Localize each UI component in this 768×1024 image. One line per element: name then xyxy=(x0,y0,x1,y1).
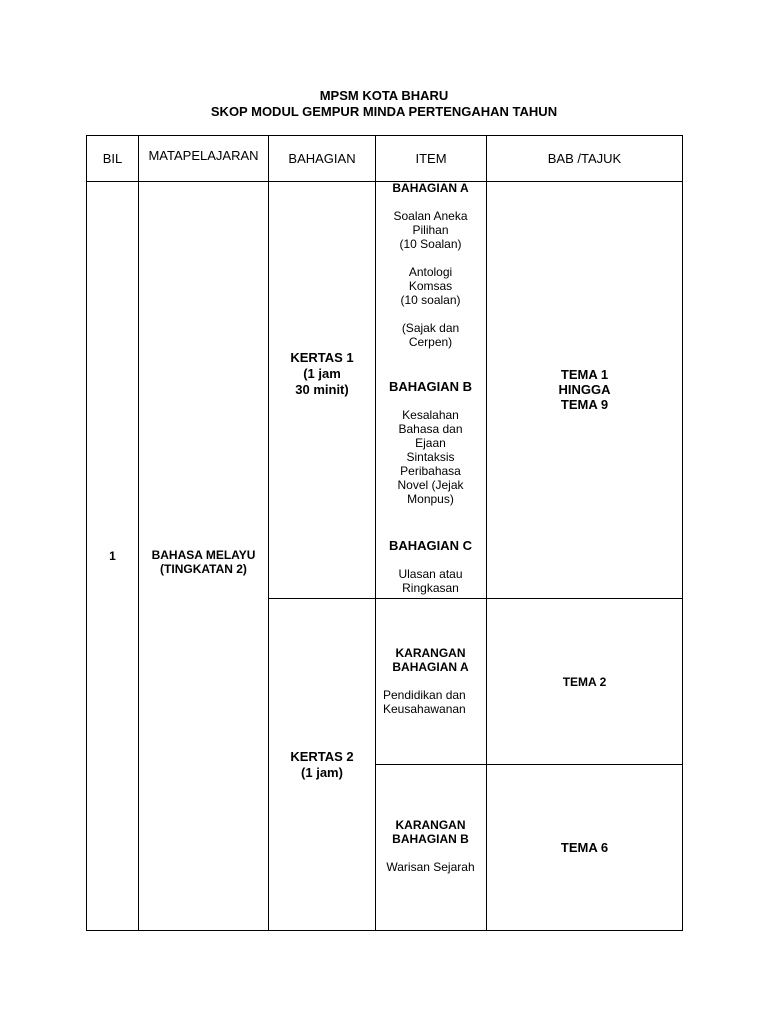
header-bab-tajuk: BAB /TAJUK xyxy=(547,150,622,166)
section-a-line: (10 Soalan) xyxy=(399,237,462,251)
section-a-line: Pilihan xyxy=(412,223,449,237)
karangan-b xyxy=(375,818,486,874)
col-border-bil xyxy=(138,135,139,931)
section-c-title: BAHAGIAN C xyxy=(388,538,473,553)
kertas1-duration-2: 30 minit) xyxy=(295,382,349,397)
section-a-line: Antologi xyxy=(408,265,453,279)
subject-level: (TINGKATAN 2) xyxy=(160,562,247,576)
karangan-a-title-1: KARANGAN xyxy=(395,646,466,660)
karangan-a xyxy=(375,646,486,716)
document-subtitle: SKOP MODUL GEMPUR MINDA PERTENGAHAN TAHUN xyxy=(210,104,558,119)
bab-line: TEMA 9 xyxy=(560,396,609,412)
section-b-line: Kesalahan xyxy=(402,408,459,422)
header-item: ITEM xyxy=(415,150,447,166)
col-border-right xyxy=(682,135,683,931)
row-bil: 1 xyxy=(109,549,116,563)
bab-line: TEMA 1 xyxy=(560,366,609,382)
row-subject xyxy=(139,540,268,584)
kertas1-label xyxy=(269,182,375,566)
karangan-a-title-2: BAHAGIAN A xyxy=(392,660,469,674)
kertas2-title: KERTAS 2 xyxy=(290,748,354,764)
kertas1-bab xyxy=(487,182,682,596)
section-b-title: BAHAGIAN B xyxy=(388,379,473,394)
section-a-line: Cerpen) xyxy=(408,335,453,349)
section-b-line: Bahasa dan xyxy=(398,422,463,436)
karangan-a-line: Keusahawanan xyxy=(383,702,466,716)
section-b-line: Sintaksis xyxy=(406,450,455,464)
section-c-line: Ringkasan xyxy=(402,581,459,595)
kertas2-duration: (1 jam) xyxy=(301,764,343,780)
subject-name: BAHASA MELAYU xyxy=(151,548,256,562)
karangan-b-title-1: KARANGAN xyxy=(395,818,466,832)
header-bil: BIL xyxy=(102,150,123,166)
karangan-a-bab: TEMA 2 xyxy=(562,674,607,689)
section-b-line: Monpus) xyxy=(407,492,454,506)
section-b-line: Novel (Jejak xyxy=(397,478,464,492)
section-a-line: Soalan Aneka xyxy=(393,209,468,223)
section-a-line: (Sajak dan xyxy=(401,321,460,335)
section-c-line: Ulasan atau xyxy=(398,567,463,581)
karangan-a-line: Pendidikan dan xyxy=(383,688,466,702)
karangan-b-line: Warisan Sejarah xyxy=(386,860,475,874)
table-bottom-border xyxy=(86,930,683,931)
karangan-b-title-2: BAHAGIAN B xyxy=(392,832,469,846)
header-bahagian: BAHAGIAN xyxy=(288,150,356,166)
kertas1-duration-1: (1 jam xyxy=(303,366,341,381)
bab-line: HINGGA xyxy=(558,381,611,397)
section-a-line: Komsas xyxy=(408,279,453,293)
kertas1-section-a xyxy=(375,181,486,349)
kertas1-section-c xyxy=(375,539,486,595)
section-b-line: Peribahasa xyxy=(400,464,461,478)
section-a-line: (10 soalan) xyxy=(400,293,461,307)
document-title: MPSM KOTA BHARU xyxy=(319,88,449,103)
karangan-b-bab: TEMA 6 xyxy=(560,839,609,855)
section-b-line: Ejaan xyxy=(415,436,446,450)
section-a-title: BAHAGIAN A xyxy=(392,181,469,195)
kertas1-title: KERTAS 1 xyxy=(290,350,354,365)
header-matapelajaran: MATAPELAJARAN xyxy=(148,148,259,163)
kertas2-label xyxy=(269,599,375,930)
kertas1-section-b xyxy=(375,380,486,506)
